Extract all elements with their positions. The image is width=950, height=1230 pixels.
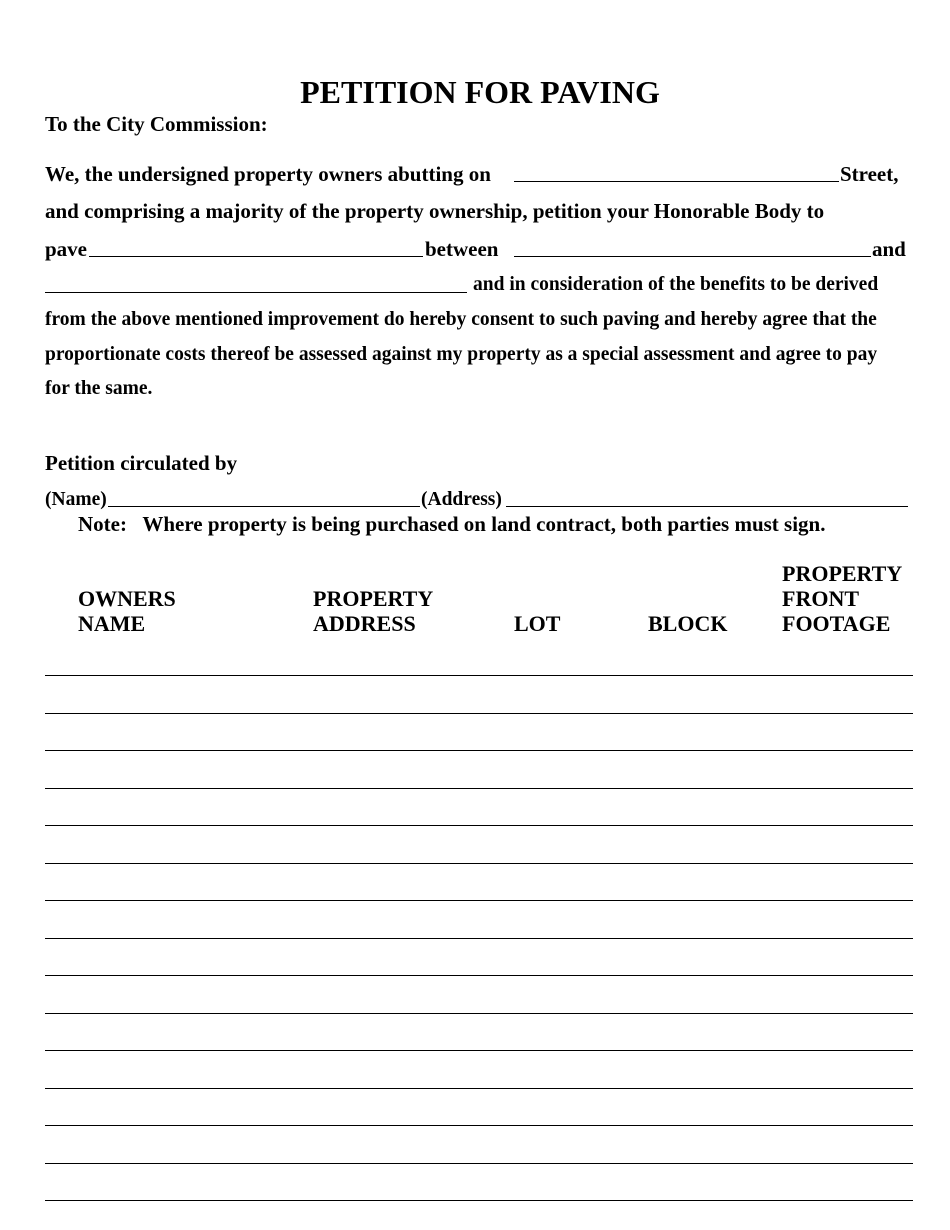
street-name-blank[interactable] [514, 181, 839, 182]
col-front-footage-line1: PROPERTY [782, 561, 903, 586]
body-line6: proportionate costs thereof be assessed against my property as a special assessment and agree to pay [45, 344, 878, 365]
col-property-address-line2: ADDRESS [313, 611, 416, 636]
circulated-heading: Petition circulated by [45, 451, 238, 475]
col-owners-name-line2: NAME [78, 611, 146, 636]
signature-row-line[interactable] [45, 975, 913, 976]
body-line5: from the above mentioned improvement do hereby consent to such paving and hereby agree that the [45, 309, 877, 330]
pave-street-blank[interactable] [89, 256, 423, 257]
col-front-footage-line2: FRONT [782, 586, 859, 611]
circulator-name-blank[interactable] [108, 506, 420, 507]
signature-row-line[interactable] [45, 1200, 913, 1201]
page-title: PETITION FOR PAVING [300, 74, 660, 110]
body-line1-start: We, the undersigned property owners abutting on [45, 162, 491, 186]
signature-row-line[interactable] [45, 1088, 913, 1089]
body-line7: for the same. [45, 378, 153, 399]
signature-row-line[interactable] [45, 1050, 913, 1051]
signature-row-line[interactable] [45, 938, 913, 939]
signature-row-line[interactable] [45, 1125, 913, 1126]
body-line4-end: and in consideration of the benefits to be derived [473, 274, 879, 295]
signature-row-line[interactable] [45, 1013, 913, 1014]
body-line1-end: Street, [840, 162, 899, 186]
body-line3-and: and [872, 237, 906, 261]
salutation: To the City Commission: [45, 112, 268, 136]
col-lot: LOT [514, 611, 561, 636]
col-front-footage [782, 561, 902, 636]
col-owners-name-line1: OWNERS [78, 586, 176, 611]
name-label: (Name) [45, 489, 107, 510]
signature-row-line[interactable] [45, 788, 913, 789]
body-line3-start: pave [45, 237, 87, 261]
signature-row-line[interactable] [45, 713, 913, 714]
signature-row-line[interactable] [45, 750, 913, 751]
col-owners-name [78, 586, 176, 636]
col-property-address [313, 586, 433, 636]
col-block: BLOCK [648, 611, 728, 636]
signature-row-line[interactable] [45, 900, 913, 901]
between-street-blank[interactable] [514, 256, 871, 257]
circulator-address-blank[interactable] [506, 506, 908, 507]
signature-row-line[interactable] [45, 675, 913, 676]
body-line3-between: between [425, 237, 499, 261]
signature-row-line[interactable] [45, 863, 913, 864]
and-street-blank[interactable] [45, 292, 467, 293]
col-property-address-line1: PROPERTY [313, 586, 434, 611]
signature-row-line[interactable] [45, 825, 913, 826]
signature-row-line[interactable] [45, 1163, 913, 1164]
address-label: (Address) [421, 489, 502, 510]
body-line2: and comprising a majority of the property ownership, petition your Honorable Body to [45, 199, 825, 223]
col-front-footage-line3: FOOTAGE [782, 611, 891, 636]
land-contract-note: Note: Where property is being purchased on land contract, both parties must sign. [78, 512, 826, 536]
